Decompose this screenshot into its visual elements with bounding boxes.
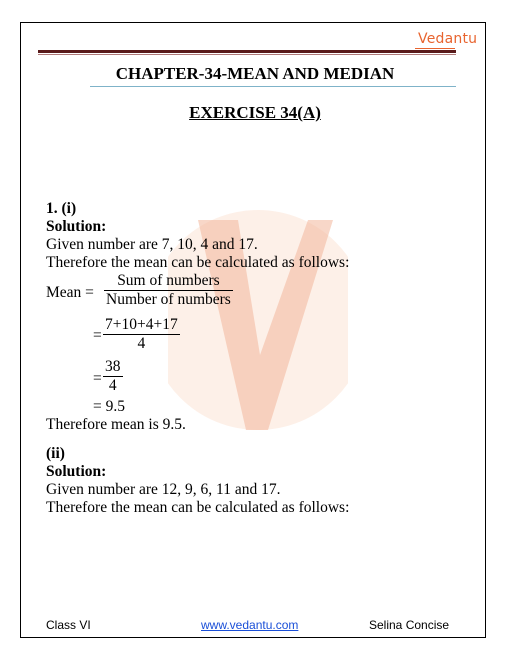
q1-given-text: Given number are 7, 10, 4 and 17. xyxy=(46,236,258,253)
vedantu-logo: Vedantu xyxy=(418,31,478,47)
title-rule xyxy=(90,86,456,87)
question-2-label: (ii) xyxy=(46,445,65,462)
question-1-label: 1. (i) xyxy=(46,200,77,217)
solution-label: Solution: xyxy=(46,218,107,235)
fraction-numerator: 7+10+4+17 xyxy=(105,316,178,333)
vedantu-watermark-icon xyxy=(168,180,348,460)
q1-conclusion: Therefore mean is 9.5. xyxy=(46,416,186,433)
header-rule-light xyxy=(38,54,456,55)
fraction-sum-over-count xyxy=(104,272,233,309)
exercise-title: EXERCISE 34(A) xyxy=(189,103,321,122)
fraction-denominator: Number of numbers xyxy=(106,291,231,308)
solution-label: Solution: xyxy=(46,463,107,480)
fraction-denominator: 4 xyxy=(137,335,146,352)
chapter-title: CHAPTER-34-MEAN AND MEDIAN xyxy=(115,64,395,83)
equals-sign: = xyxy=(93,370,102,387)
q2-intro-text: Therefore the mean can be calculated as follows: xyxy=(46,499,350,516)
fraction-numerator: Sum of numbers xyxy=(117,272,220,289)
mean-label: Mean = xyxy=(46,284,94,301)
q1-intro-text: Therefore the mean can be calculated as follows: xyxy=(46,254,350,271)
footer-book: Selina Concise xyxy=(369,618,450,632)
fraction-numerator: 38 xyxy=(105,358,121,375)
q2-given-text: Given number are 12, 9, 6, 11 and 17. xyxy=(46,481,281,498)
fraction-values xyxy=(103,316,180,353)
logo-underline xyxy=(415,48,455,49)
footer-class: Class VI xyxy=(46,618,91,632)
footer-website-link[interactable]: www.vedantu.com xyxy=(201,618,299,632)
result-line: = 9.5 xyxy=(93,398,125,415)
header-rule xyxy=(38,50,456,53)
fraction-denominator: 4 xyxy=(108,377,117,394)
fraction-result xyxy=(103,358,123,395)
equals-sign: = xyxy=(93,327,102,344)
